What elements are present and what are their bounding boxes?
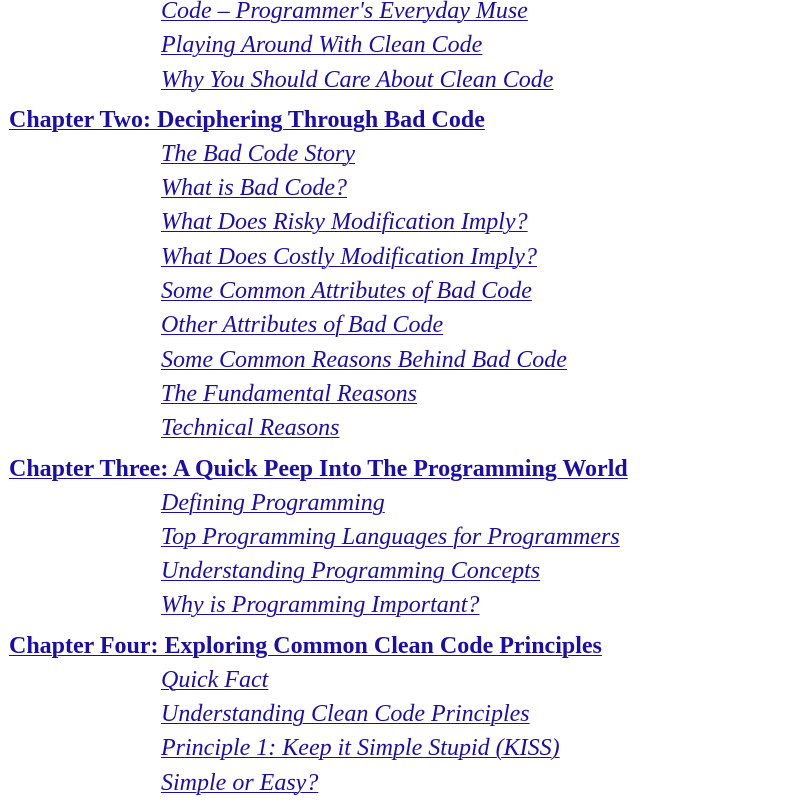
toc-section-link[interactable]: Top Programming Languages for Programmers [161, 523, 620, 550]
toc-section-link[interactable]: Technical Reasons [161, 415, 340, 442]
toc-section-link[interactable]: Understanding Clean Code Principles [161, 701, 530, 728]
toc-section-link[interactable]: Defining Programming [161, 489, 385, 516]
toc-section-link[interactable]: Playing Around With Clean Code [161, 32, 483, 59]
toc-chapter-link[interactable]: Chapter Two: Deciphering Through Bad Code [9, 106, 485, 133]
toc-section-link[interactable]: Other Attributes of Bad Code [161, 312, 444, 339]
toc-section-link[interactable]: Simple or Easy? [161, 769, 319, 796]
toc-section-link[interactable]: The Fundamental Reasons [161, 380, 417, 407]
toc-section-link[interactable]: Understanding Programming Concepts [161, 558, 541, 585]
toc-chapter-link[interactable]: Chapter Three: A Quick Peep Into The Programming World [9, 455, 628, 482]
toc-section-link[interactable]: The Bad Code Story [161, 140, 355, 167]
toc-chapter-link[interactable]: Chapter Four: Exploring Common Clean Code Principles [9, 632, 602, 659]
toc-section-link[interactable]: What is Bad Code? [161, 175, 347, 202]
toc-section-link[interactable]: What Does Risky Modification Imply? [161, 209, 528, 236]
toc-section-link[interactable]: Some Common Attributes of Bad Code [161, 278, 532, 305]
toc-section-link[interactable]: Principle 1: Keep it Simple Stupid (KISS) [161, 735, 560, 762]
toc-section-link[interactable]: Some Common Reasons Behind Bad Code [161, 346, 567, 373]
toc-section-link[interactable]: Why is Programming Important? [161, 592, 480, 619]
toc-section-link[interactable]: Quick Fact [161, 666, 269, 693]
toc-section-link[interactable]: What Does Costly Modification Imply? [161, 243, 537, 270]
toc-section-link[interactable]: Why You Should Care About Clean Code [161, 66, 554, 93]
toc-section-link[interactable]: Code – Programmer's Everyday Muse [161, 0, 528, 24]
